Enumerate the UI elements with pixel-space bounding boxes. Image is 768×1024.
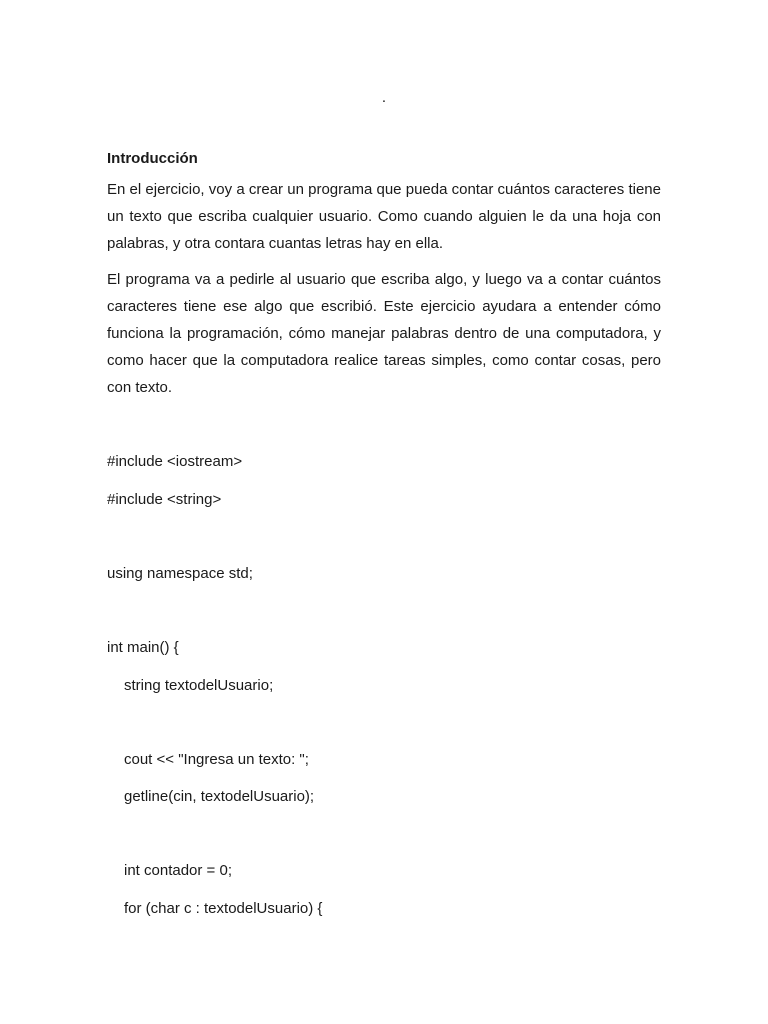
code-line-for-loop: for (char c : textodelUsuario) {: [124, 899, 323, 917]
code-line-declare-string: string textodelUsuario;: [124, 676, 274, 694]
code-line-blank: [107, 524, 661, 561]
code-line-using-namespace: using namespace std;: [107, 564, 253, 582]
code-line-include-string: #include <string>: [107, 490, 222, 508]
section-heading: Introducción: [107, 150, 198, 167]
code-line-contador: int contador = 0;: [124, 862, 232, 880]
code-line-blank: [107, 598, 661, 635]
intro-paragraph-1: En el ejercicio, voy a crear un programa que pueda contar cuántos caracteres tiene un texto que escriba cualquier usuario. Como cuando alguien le da una hoja con palabras, y otra contara cuantas letras hay en ella.: [107, 181, 661, 252]
intro-paragraph-2: El programa va a pedirle al usuario que escriba algo, y luego va a contar cuántos caracteres tiene ese algo que escribió. Este ejercicio ayudara a entender cómo funciona la programación, cómo manejar palabras dentro de una computadora, y como hacer que la computadora realice tareas simples, como contar cosas, pero con texto.: [107, 271, 661, 396]
code-line-cout: cout << "Ingresa un texto: ";: [124, 750, 309, 768]
code-line-blank: [107, 821, 661, 858]
code-line-main: int main() {: [107, 639, 179, 657]
code-line-include-iostream: #include <iostream>: [107, 453, 243, 471]
code-block: [107, 449, 661, 932]
document-body: [107, 148, 661, 933]
code-line-blank: [107, 710, 661, 747]
code-line-getline: getline(cin, textodelUsuario);: [124, 788, 315, 806]
header-mark: .: [381, 89, 387, 106]
